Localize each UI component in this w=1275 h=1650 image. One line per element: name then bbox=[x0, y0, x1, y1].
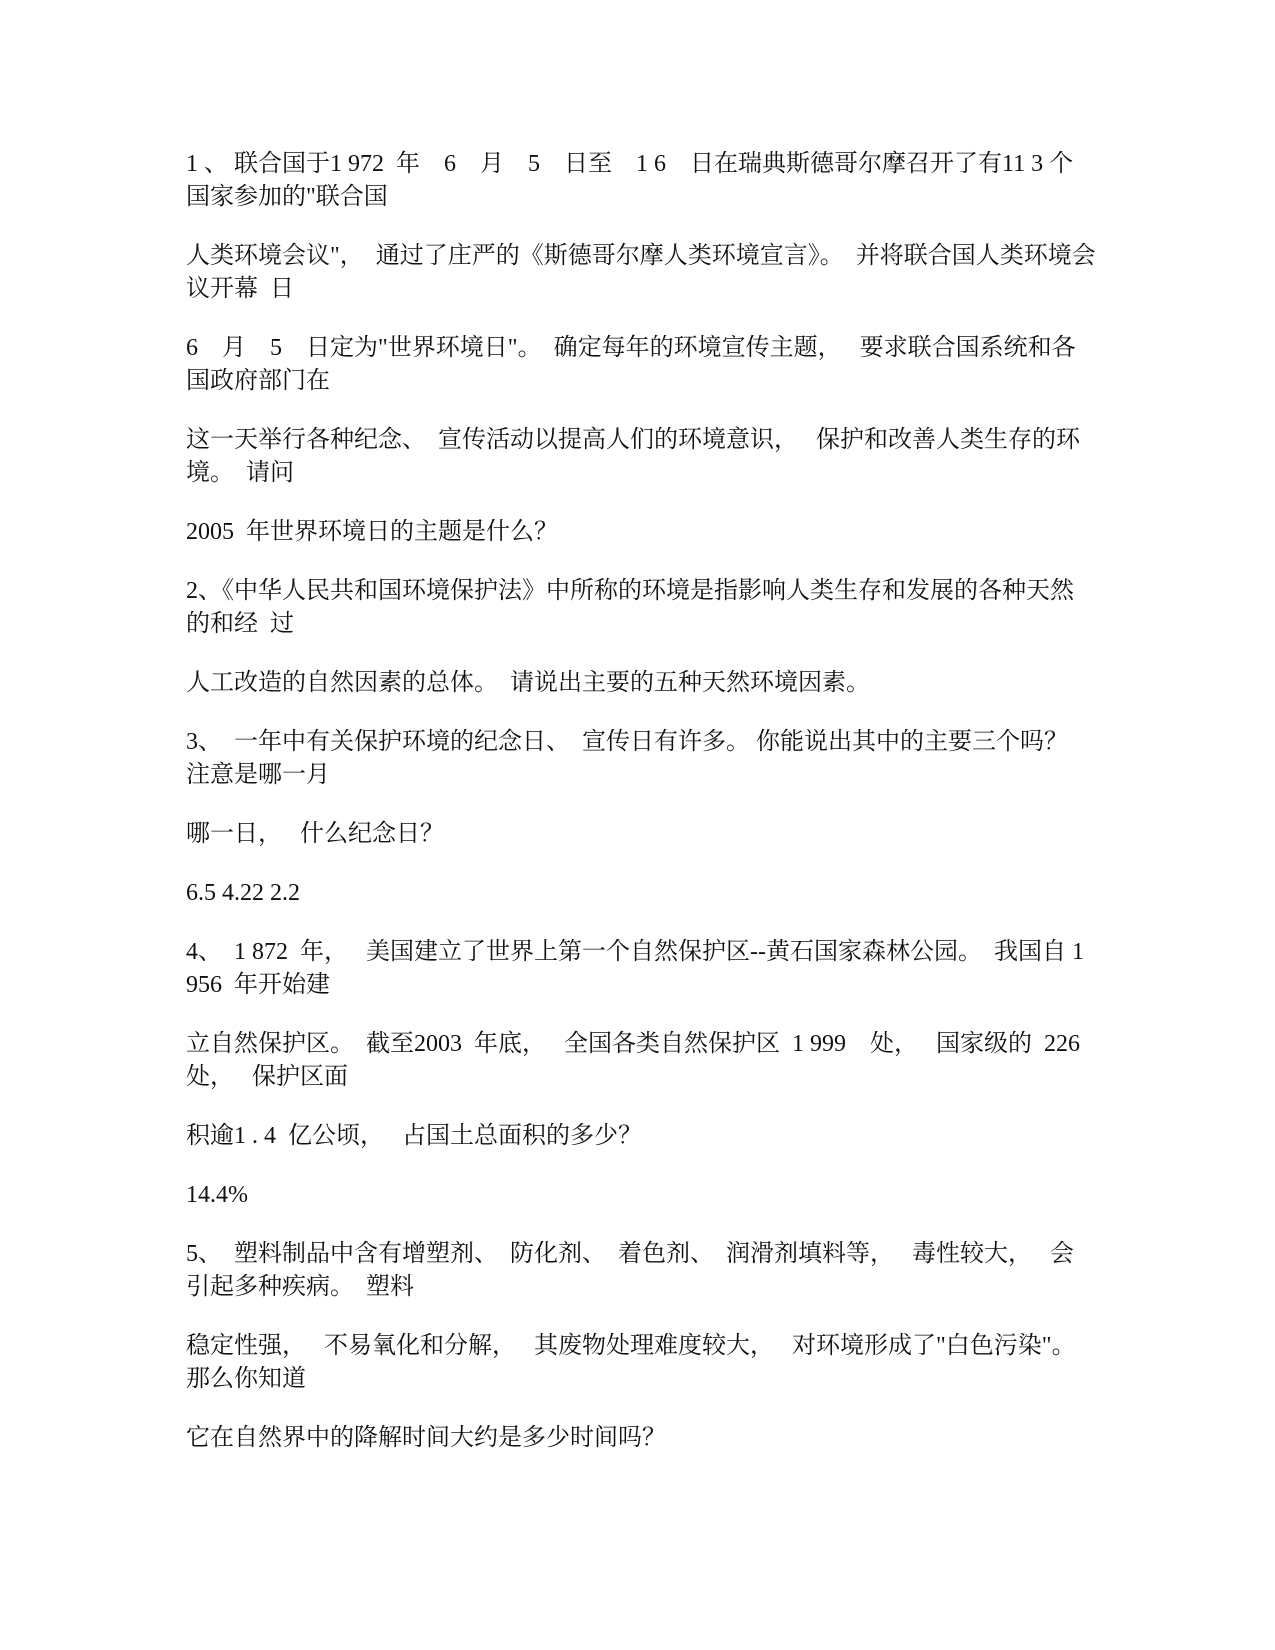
paragraph: 人工改造的自然因素的总体。 请说出主要的五种天然环境因素。 bbox=[186, 670, 870, 696]
paragraph: 14.4% bbox=[186, 1182, 248, 1208]
paragraph: 4、 1 872 年， 美国建立了世界上第一个自然保护区--黄石国家森林公园。 我国自 1 956 年开始建 bbox=[186, 939, 1090, 998]
paragraph: 2005 年世界环境日的主题是什么？ bbox=[186, 519, 558, 545]
paragraph: 稳定性强， 不易氧化和分解， 其废物处理难度较大， 对环境形成了"白色污染"。 那么你知道 bbox=[186, 1333, 1082, 1392]
paragraph: 5、 塑料制品中含有增塑剂、 防化剂、 着色剂、 润滑剂填料等， 毒性较大， 会引起多种疾病。 塑料 bbox=[186, 1241, 1074, 1300]
paragraph: 它在自然界中的降解时间大约是多少时间吗？ bbox=[186, 1425, 666, 1451]
paragraph: 人类环境会议"， 通过了庄严的《斯德哥尔摩人类环境宣言》。 并将联合国人类环境会议开幕 日 bbox=[186, 243, 1096, 302]
paragraph: 哪一日， 什么纪念日？ bbox=[186, 821, 444, 847]
paragraph: 6 月 5 日定为"世界环境日"。 确定每年的环境宣传主题， 要求联合国系统和各国政府部门在 bbox=[186, 335, 1076, 394]
paragraph: 1 、 联合国于1 972 年 6 月 5 日至 1 6 日在瑞典斯德哥尔摩召开了有11 3 个国家参加的"联合国 bbox=[186, 151, 1074, 210]
paragraph: 6.5 4.22 2.2 bbox=[186, 880, 300, 906]
paragraph: 3、 一年中有关保护环境的纪念日、 宣传日有许多。 你能说出其中的主要三个吗？ 注意是哪一月 bbox=[186, 729, 1074, 788]
paragraph: 积逾1 . 4 亿公顷， 占国土总面积的多少？ bbox=[186, 1123, 642, 1149]
paragraph: 2、《中华人民共和国环境保护法》中所称的环境是指影响人类生存和发展的各种天然的和经 过 bbox=[186, 578, 1074, 637]
paragraph: 这一天举行各种纪念、 宣传活动以提高人们的环境意识， 保护和改善人类生存的环境。 请问 bbox=[186, 427, 1080, 486]
paragraph: 立自然保护区。 截至2003 年底， 全国各类自然保护区 1 999 处， 国家级的 226 处， 保护区面 bbox=[186, 1031, 1092, 1090]
document-body bbox=[186, 148, 1096, 1481]
